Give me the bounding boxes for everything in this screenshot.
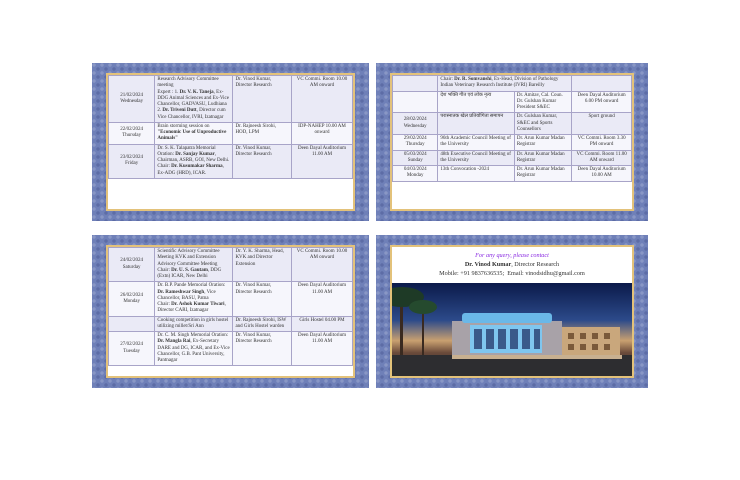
chair-cell: Chair: Dr. R. Somvanshi, Ex-Head, Division of Pathology Indian Veterinary Research Institute (IVRI) Bareilly (438, 76, 572, 92)
organizer-cell: Dr. Arun Kumar Madan Registrar (514, 166, 571, 182)
query-text: For any query, please contact (475, 252, 549, 259)
venue-cell: VC Commi. Room 11.00 AM onward (572, 150, 632, 166)
event-cell: Research Advisory Committee meeting Expert : 1. Dr. V. K. Taneja, Ex-DDG Animal Sciences and Ex-Vice Chancellor, GADVASU, Ludhiana 2. Dr. Triveni Dutt, Director cum Vice Chancellor, IVRI, Izatnagar (155, 76, 233, 123)
schedule-panel-2 (376, 63, 648, 221)
venue-cell: VC Commi. Room 10.00 AM onward (291, 76, 352, 123)
contact-line (392, 269, 632, 278)
building-wing (562, 327, 620, 355)
organizer-cell: Dr. Y. K. Sharma, Head, KVK and Director Extension (233, 248, 292, 282)
organizer-cell: Dr. Amitav, Cal. Coun. Dr. Gulshan Kumar President S&EC (514, 91, 571, 113)
event-cell: Dr. S. K. Talapatra Memorial Oration: Dr. Sanjay Kumar, Chairman, ASRB, GOI, New Delhi. Chair: Dr. Kusumakar Sharma, Ex-ADG (HRD), ICAR. (155, 144, 233, 178)
venue-cell: Deen Dayal Auditorium 11.00 AM (291, 332, 352, 366)
table-row (393, 76, 632, 92)
venue-cell (572, 76, 632, 92)
event-cell: Brain storming session on "Economic Use of Unproductive Animals" (155, 122, 233, 144)
date-cell: 04/03/2024 Monday (393, 166, 438, 182)
date-cell: 05/03/2024 Sunday (393, 150, 438, 166)
table-row (393, 91, 632, 113)
schedule-card-3 (106, 245, 355, 378)
table-row (109, 282, 353, 316)
date-cell (393, 91, 438, 113)
event-cell: परास्नातक खेल प्रतियोगिता समापन (438, 113, 514, 135)
contact-panel (376, 235, 648, 388)
table-row (109, 122, 353, 144)
tree-canopy (409, 300, 437, 314)
event-cell: 96th Academic Council Meeting of the University (438, 135, 514, 151)
date-cell: 28/02/2024 Wednesday (393, 113, 438, 135)
building-photo (392, 283, 632, 376)
contact-card (390, 245, 634, 378)
event-cell: Dr. C. M. Singh Memorial Oration: Dr. Mangla Rai, Ex-Secretary DARE and DG, ICAR, and Ex-Vice Chancellor, G.B. Pant University, Pantnagar (155, 332, 233, 366)
event-cell: देश भक्ति गीत एवं लोक नृत्य (438, 91, 514, 113)
date-cell (393, 76, 438, 92)
venue-cell: Deen Dayal Auditorium 11.00 AM (291, 144, 352, 178)
contact-email: Email: vinodsidhu@gmail.com (507, 270, 585, 277)
steps (452, 355, 622, 359)
venue-cell: Deen Dayal Auditorium 10.00 AM (572, 166, 632, 182)
table-row (109, 316, 353, 332)
venue-cell: Deen Dayal Auditorium 6.00 PM onward (572, 91, 632, 113)
organizer-cell: Dr. Arun Kumar Madan Registrar (514, 150, 571, 166)
organizer-cell: Dr. Vinod Kumar, Director Research (233, 332, 292, 366)
contact-name-line (392, 260, 632, 269)
schedule-panel-3 (92, 235, 369, 388)
date-cell (109, 316, 155, 332)
organizer-cell: Dr. Vinod Kumar, Director Research (233, 144, 292, 178)
table-row (109, 332, 353, 366)
building-roof-lights (462, 313, 552, 323)
contact-name: Dr. Vinod Kumar (464, 261, 512, 268)
date-cell: 22/02/2024 Thursday (109, 122, 155, 144)
date-cell: 27/02/2024 Tuesday (109, 332, 155, 366)
organizer-cell: Dr. Vinod Kumar, Director Research (233, 282, 292, 316)
table-row (393, 113, 632, 135)
venue-cell: Deen Dayal Auditorium 11.00 AM (291, 282, 352, 316)
table-row (393, 166, 632, 182)
venue-cell: VC Commi. Room 10.00 AM onward (291, 248, 352, 282)
schedule-table-1 (108, 75, 353, 179)
table-row (393, 135, 632, 151)
date-cell: 24/02/2024 Saturday (109, 248, 155, 282)
contact-mobile: Mobile: +91 9837636535; (439, 270, 505, 277)
schedule-panel-1 (92, 63, 369, 221)
event-cell: Dr. B.P. Pande Memorial Oration: Dr. Rameshwar Singh, Vice Chancellor, BASU, Patna Chair: Dr. Ashok Kumar Tiwari, Director CARI, Izatnagar (155, 282, 233, 316)
organizer-cell: Dr. Gulshan Kumar, S&EC and Sports Counsellors (514, 113, 571, 135)
event-cell: Cooking competition in girls hostel utilizing millet/Sri Ann (155, 316, 233, 332)
table-row (109, 144, 353, 178)
table-row (109, 248, 353, 282)
date-cell: 29/02/2024 Thursday (393, 135, 438, 151)
date-cell: 26/02/2024 Monday (109, 282, 155, 316)
table-row (109, 76, 353, 123)
table-row (393, 150, 632, 166)
date-cell: 23/02/2024 Friday (109, 144, 155, 178)
venue-cell: Sport ground (572, 113, 632, 135)
organizer-cell: Dr. Rajneesh Sirohi, ISW and Girls Hostel warden (233, 316, 292, 332)
schedule-card-1 (106, 73, 355, 211)
schedule-card-2 (390, 73, 634, 211)
organizer-cell: Dr. Rajneesh Sirohi, HOD, LPM (233, 122, 292, 144)
schedule-table-2 (392, 75, 632, 182)
schedule-table-3 (108, 247, 353, 366)
building-illustration (392, 283, 634, 378)
venue-cell: Girls Hostel 04.00 PM (291, 316, 352, 332)
event-cell: 48th Executive Council Meeting of the University (438, 150, 514, 166)
venue-cell: VC Commi. Room 3.30 PM onward (572, 135, 632, 151)
venue-cell: IDP-NAHEP 10.00 AM onward (291, 122, 352, 144)
event-cell: 13th Convocation -2024 (438, 166, 514, 182)
contact-role: , Director Research (511, 261, 560, 268)
event-cell: Scientific Advisory Committee Meeting KVK and Extension Advisory Committee Meeting Chair: Dr. U. S. Gautam, DDG (Extn) ICAR, New Delhi (155, 248, 233, 282)
date-cell: 21/02/2024 Wednesday (109, 76, 155, 123)
organizer-cell: Dr. Arun Kumar Madan Registrar (514, 135, 571, 151)
organizer-cell: Dr. Vinod Kumar, Director Research (233, 76, 292, 123)
